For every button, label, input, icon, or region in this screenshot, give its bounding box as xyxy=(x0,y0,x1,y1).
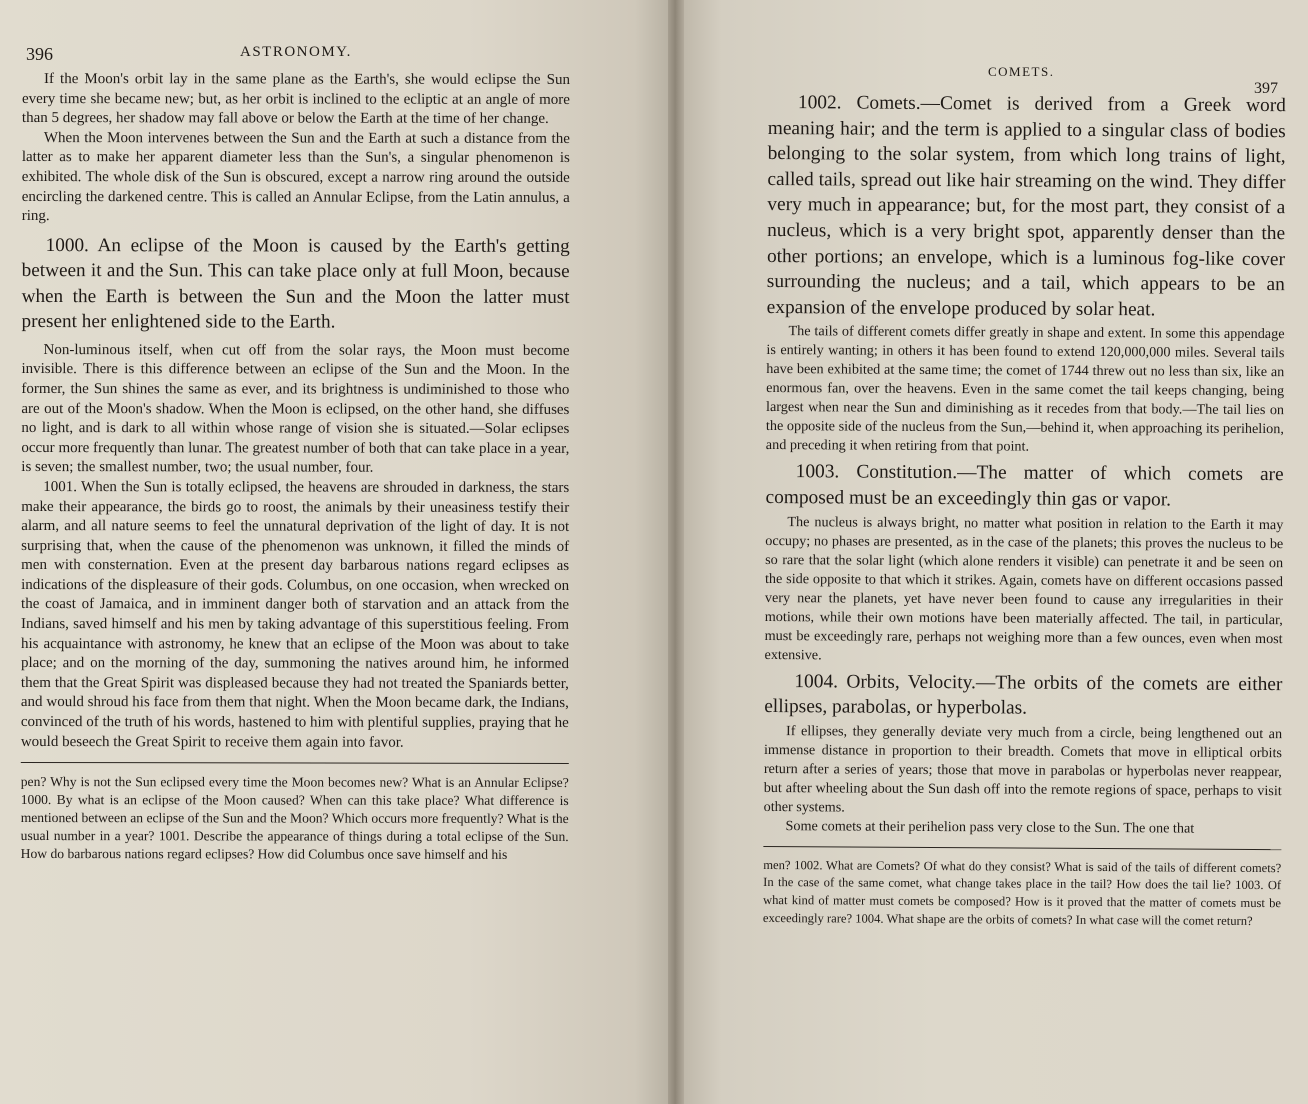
running-title-left: ASTRONOMY. xyxy=(240,44,352,60)
review-questions-left: pen? Why is not the Sun eclipsed every time the Moon becomes new? What is an Annular Eclipse? 1000. By what is an eclipse of the Moon caused? When can this take place? What difference is mentioned between an eclipse of the Sun and the Moon? Which occurs more frequently? What is the usual number in a year? 1001. Describe the appearance of things during a total eclipse of the Sun. How do barbarous nations regard eclipses? How did Columbus once save himself and his xyxy=(20,774,569,863)
section-1004-orbits: 1004. Orbits, Velocity.—The orbits of the comets are either ellipses, parabolas, or hyperbolas. xyxy=(764,670,1283,719)
section-1001-paragraph: 1001. When the Sun is totally eclipsed, the heavens are shrouded in darkness, the stars make their appearance, the birds go to roost, the animals by their uneasiness testify their alarm, and all nature seems to feel the unnatural deprivation of the light of day. It is not surprising that, when the cause of the phenomenon was unknown, it filled the minds of men with consternation. Even at the present day barbarous nations regard eclipses as indications of the displeasure of their gods. Columbus, on one occasion, when wrecked on the coast of Jamaica, and in imminent danger both of starvation and an attack from the Indians, saved himself and his men by taking advantage of this superstitious feeling. From his acquaintance with astronomy, he knew that an eclipse of the Moon was about to take place; and on the morning of the day, summoning the natives around him, he informed them that the Great Spirit was displeased because they had not treated the Spaniards better, and would shroud his face from them that night. When the Moon became dark, the Indians, convinced of the truth of his words, hastened to him with plentiful supplies, praying that he would beseech the Great Spirit to receive them again into favor. xyxy=(20,478,570,751)
left-running-head xyxy=(22,40,570,70)
right-page-body xyxy=(763,90,1286,930)
page-number-right: 397 xyxy=(1254,80,1278,97)
running-title-right: COMETS. xyxy=(988,64,1055,79)
paragraph: The tails of different comets differ greatly in shape and extent. In some this appendage is entirely wanting; in others it has been found to extend 120,000,000 miles. Several tails have been exhibited at the same time; the comet of 1744 threw out no less than six, like an enormous fan, over the heavens. Even in the same comet the tail keeps changing, being largest when near the Sun and diminishing as it recedes from that body.—The tail lies on the opposite side of the nucleus from the Sun,—behind it, when approaching its perihelion, and preceding it when retiring from that point. xyxy=(765,323,1285,455)
left-page-body xyxy=(21,70,570,864)
paragraph: If ellipses, they generally deviate very much from a circle, being lengthened out an immense distance in proportion to their breadth. Comets that move in elliptical orbits return after a series of years; those that move in parabolas or hyperbolas never reappear, but after wheeling about the Sun dash off into the remote regions of space, perhaps to visit other systems. xyxy=(763,722,1283,816)
footnote-divider xyxy=(763,846,1281,850)
section-1003-constitution: 1003. Constitution.—The matter of which comets are composed must be an exceedingly thin gas or vapor. xyxy=(765,461,1284,511)
section-1002-comets: 1002. Comets.—Comet is derived from a Greek word meaning hair; and the term is applied to a singular class of bodies belonging to the solar system, from which long trains of light, called tails, spread out like hair streaming on the wind. They differ very much in appearance; but, for the most part, they consist of a nucleus, which is a very bright spot, apparently denser than the other portions; an envelope, which is a luminous fog-like cover surrounding the nucleus; and a tail, which appears to be an expansion of the envelope produced by solar heat. xyxy=(766,92,1286,321)
paragraph: If the Moon's orbit lay in the same plane as the Earth's, she would eclipse the Sun every time she became new; but, as her orbit is inclined to the ecliptic at an angle of more than 5 degrees, her shadow may fall above or below the Earth at the time of her change. xyxy=(21,71,570,128)
book-gutter xyxy=(668,0,684,1104)
paragraph: Non-luminous itself, when cut off from the solar rays, the Moon must become invisible. There is this difference between an eclipse of the Sun and the Moon. In the former, the Sun shines the same as ever, and its brightness is undiminished to those who are out of the Moon's shadow. When the Moon is eclipsed, on the other hand, she diffuses no light, and is dark to all within whose range of vision she is situated.—Solar eclipses occur more frequently than lunar. The greatest number of both that can take place in a year, is seven; the smallest number, two; the usual number, four. xyxy=(21,341,570,476)
paragraph: Some comets at their perihelion pass very close to the Sun. The one that xyxy=(785,817,1195,837)
section-1000-statement: 1000. An eclipse of the Moon is caused by the Earth's getting between it and the Sun. This can take place only at full Moon, because when the Earth is between the Sun and the Moon the latter must present her enlightened side to the Earth. xyxy=(21,234,570,333)
review-questions-right: men? 1002. What are Comets? Of what do they consist? What is said of the tails of different comets? In the case of the same comet, what change takes place in the tail? How does the tail lie? 1003. Of what kind of matter must comets be composed? How is it proved that the matter of comets must be exceedingly rare? 1004. What shape are the orbits of comets? In what case will the comet return? xyxy=(762,857,1282,928)
paragraph: When the Moon intervenes between the Sun and the Earth at such a distance from the latter as to make her apparent diameter less than the Sun's, a singular phenomenon is exhibited. The whole disk of the Sun is obscured, except a narrow ring around the outside encircling the darkened centre. This is called an Annular Eclipse, from the Latin annulus, a ring. xyxy=(21,129,570,225)
paragraph: The nucleus is always bright, no matter what position in relation to the Earth it may occupy; no phases are presented, as in the case of the planets; this proves the nucleus to be so rare that the solar light (which alone renders it visible) can penetrate it and be seen on the side opposite to that which it strikes. Again, comets have on different occasions passed very near the planets, yet have never been found to cause any irregularities in their motions, while their own motions have been materially affected. The tail, in particular, must be exceedingly rare, perhaps not weighing more than a few ounces, even when most extensive. xyxy=(764,513,1284,663)
footnote-divider xyxy=(21,762,569,764)
right-page xyxy=(684,0,1308,1104)
page-number-left: 396 xyxy=(26,44,53,64)
right-running-head xyxy=(768,56,1286,97)
